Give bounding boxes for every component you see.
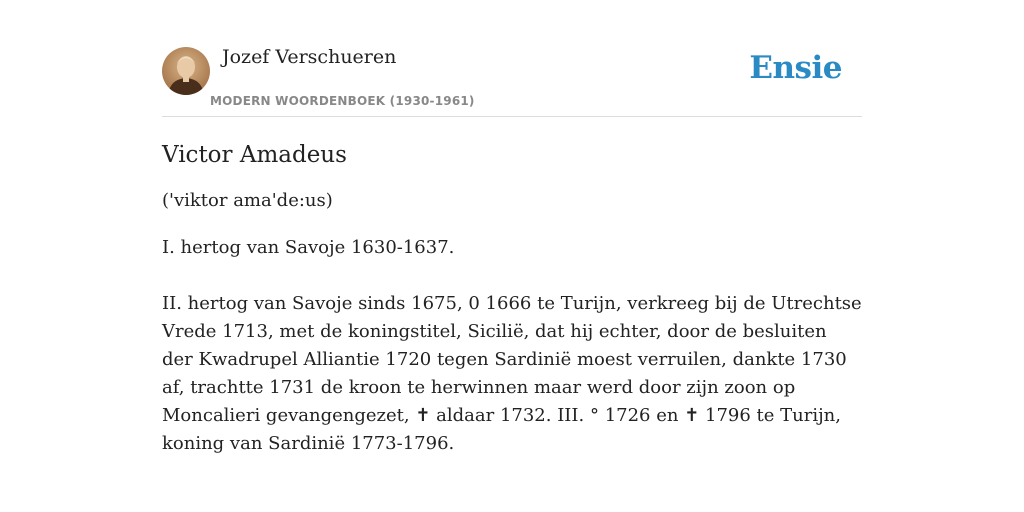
entry-pronunciation: ('viktor ama'de:us) [162, 190, 333, 211]
author-name[interactable]: Jozef Verschueren [222, 46, 397, 68]
entry-header [162, 44, 862, 117]
entry-content [162, 138, 862, 458]
source-dictionary[interactable]: MODERN WOORDENBOEK (1930-1961) [210, 94, 475, 108]
ensie-logo[interactable]: Ensie [749, 50, 842, 86]
portrait-image [162, 47, 210, 95]
definition-2: II. hertog van Savoje sinds 1675, 0 1666 te Turijn, verkreeg bij de Utrechtse Vrede 1713, met de koningstitel, Sicilië, dat hij echter, door de besluiten der Kwadrupel Alliantie 1720 tegen Sardinië moest verruilen, dankte 1730 af, trachtte 1731 de kroon te herwinnen maar werd door zijn zoon op Moncalieri gevangengezet, ✝ aldaar 1732. III. ° 1726 en ✝ 1796 te Turijn, koning van Sardinië 1773-1796. [162, 293, 862, 454]
entry-term: Victor Amadeus [162, 142, 347, 168]
author-avatar[interactable] [162, 47, 210, 95]
definition-1: I. hertog van Savoje 1630-1637. [162, 237, 455, 258]
